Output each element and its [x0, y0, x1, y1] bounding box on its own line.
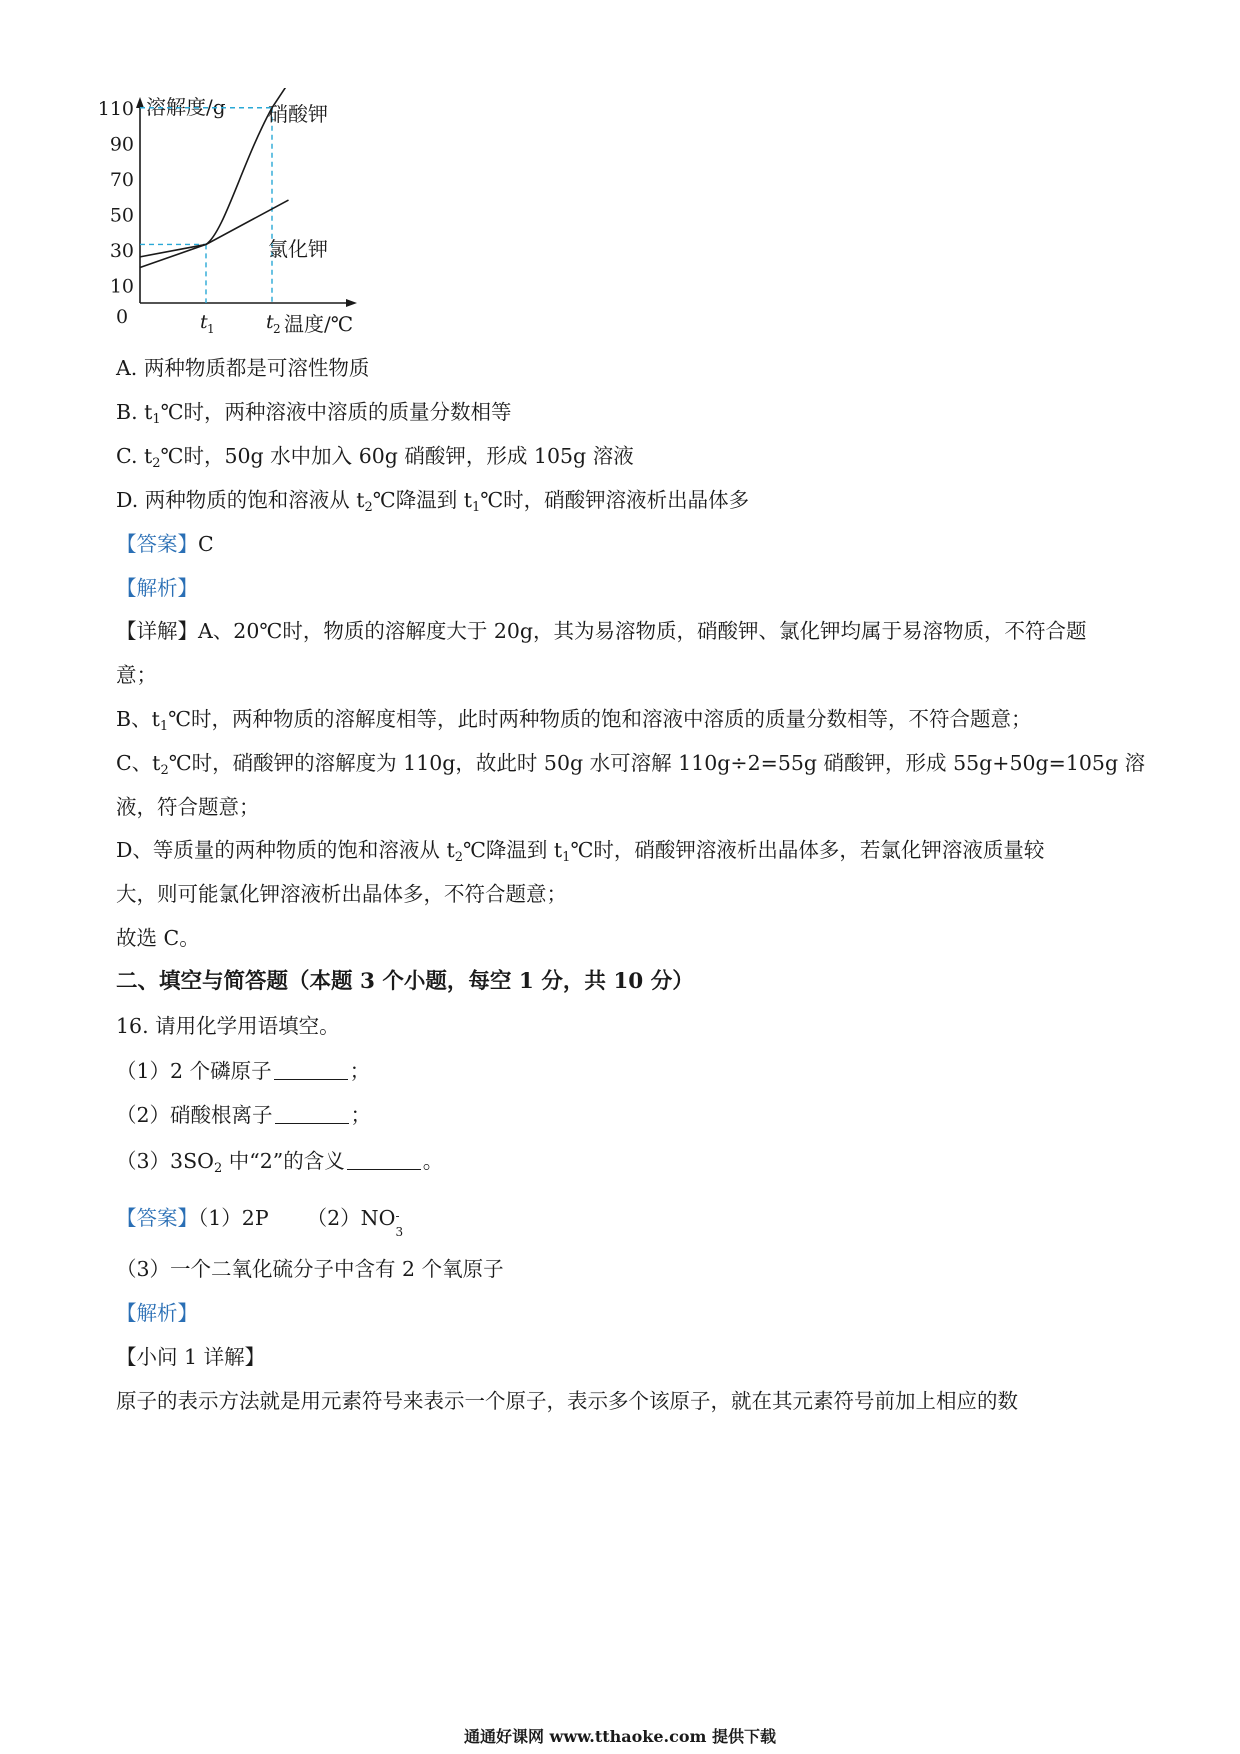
y-tick-label: 10 [109, 275, 134, 298]
detail-line-3: B、$t_1℃$时，两种物质的溶解度相等，此时两种物质的饱和溶液中溶质的质量分数相等，不符合题意； [116, 707, 1032, 734]
x-tick-label: t [200, 311, 208, 333]
option-c: C. $t_2℃$时，50g 水中加入 60g 硝酸钾，形成 105g 溶液 [116, 444, 634, 471]
option-b: B. $t_1℃$时，两种溶液中溶质的质量分数相等 [116, 400, 512, 427]
page-footer: 通通好课网 www.tthaoke.com 提供下载 [463, 1727, 777, 1746]
detail-line-2: 意； [116, 663, 157, 687]
detail-line-7: 大，则可能氯化钾溶液析出晶体多，不符合题意； [116, 882, 567, 906]
origin-label: 0 [115, 306, 129, 328]
q16-part-1: （1）2 个磷原子 ； [116, 1059, 371, 1083]
answer-15: 【答案】C [116, 532, 214, 556]
answer-blank [274, 1061, 348, 1080]
x-tick-subscript: 1 [207, 322, 215, 336]
q16-stem: 16. 请用化学用语填空。 [116, 1014, 340, 1038]
q16-sub1-text: 原子的表示方法就是用元素符号来表示一个原子，表示多个该原子，就在其元素符号前加上相应的数 [116, 1389, 1018, 1413]
detail-line-4: C、$t_2℃$时，硝酸钾的溶解度为 110g，故此时 50g 水可溶解 110g÷2=55g 硝酸钾，形成 55g+50g=105g 溶 [116, 751, 1146, 778]
detail-line-5: 液，符合题意； [116, 795, 260, 819]
solubility-chart-svg [100, 88, 430, 378]
x-tick-label: t [266, 311, 274, 333]
q16-analysis-label: 【解析】 [116, 1301, 198, 1325]
q16-part-3: $(3)3SO_2$ 中“2”的含义 。 [116, 1149, 444, 1176]
section-2-title: 二、填空与简答题（本题 3 个小题，每空 1 分，共 10 分） [116, 969, 694, 994]
detail-line-6: D、等质量的两种物质的饱和溶液从 $t_2℃$降温到 $t_1℃$时，硝酸钾溶液析出晶体多，若氯化钾溶液质量较 [116, 838, 1045, 865]
x-axis-arrow [346, 299, 357, 307]
x-tick-subscript: 2 [273, 322, 281, 336]
series-label: 氯化钾 [268, 237, 328, 261]
answer-blank [347, 1151, 421, 1170]
x-axis-label: 温度/℃ [284, 312, 354, 336]
answer-blank [275, 1105, 349, 1124]
y-tick-label: 110 [100, 97, 134, 120]
option-a: A. 两种物质都是可溶性物质 [116, 356, 370, 380]
detail-line-1: 【详解】A、20℃时，物质的溶解度大于 20g，其为易溶物质，硝酸钾、氯化钾均属于易溶物质，不符合题 [116, 619, 1087, 643]
series-label: 硝酸钾 [268, 102, 328, 126]
series-line [140, 200, 289, 257]
y-axis-label: 溶解度/g [146, 95, 226, 119]
y-tick-label: 70 [109, 168, 134, 191]
analysis-label: 【解析】 [116, 576, 198, 600]
detail-line-8: 故选 C。 [116, 926, 200, 950]
q16-answer: 【答案】（1）2P （2）NO - 3 [116, 1206, 404, 1239]
option-d: D. 两种物质的饱和溶液从 $t_2℃$降温到 $t_1℃$时，硝酸钾溶液析出晶体多 [116, 488, 750, 515]
y-tick-label: 50 [109, 204, 134, 227]
q16-part-2: （2）硝酸根离子 ； [116, 1103, 372, 1127]
y-tick-label: 30 [109, 239, 134, 262]
y-axis-arrow [136, 97, 144, 108]
solubility-chart [100, 88, 430, 378]
q16-answer-3: （3）一个二氧化硫分子中含有 2 个氧原子 [116, 1257, 504, 1281]
y-tick-label: 90 [109, 133, 134, 156]
q16-sub1-label: 【小问 1 详解】 [116, 1345, 266, 1369]
